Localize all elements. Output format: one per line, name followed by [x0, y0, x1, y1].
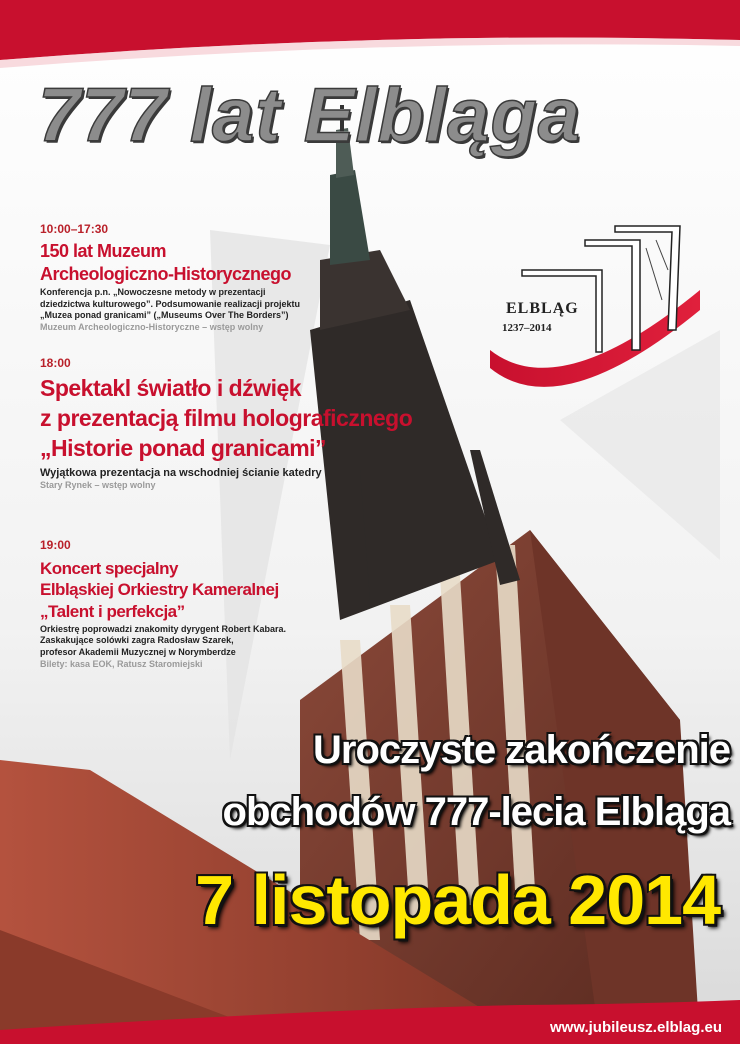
event-3 — [40, 538, 286, 669]
event-3-title — [40, 558, 286, 622]
event-2-title-line: z prezentacją filmu holograficznego — [40, 404, 413, 431]
event-3-time: 19:00 — [40, 538, 71, 552]
logo-years: 1237–2014 — [502, 322, 552, 334]
event-3-title-line: Koncert specjalny — [40, 559, 178, 578]
event-3-description — [40, 624, 286, 659]
event-2-description — [40, 466, 412, 480]
closing-line-2: obchodów 777-lecia Elbląga — [222, 790, 730, 834]
event-1-description-line: dziedzictwa kulturowego”. Podsumowanie realizacji projektu — [40, 298, 301, 309]
event-1-title-line: 150 lat Muzeum — [40, 241, 167, 261]
event-1-location: Muzeum Archeologiczno-Historyczne – wstęp wolny — [40, 322, 264, 333]
event-2-location: Stary Rynek – wstęp wolny — [40, 479, 156, 490]
event-2-title-line: „Historie ponad granicami” — [40, 434, 327, 461]
event-3-title-line: „Talent i perfekcja” — [40, 601, 185, 621]
logo-city: ELBLĄG — [506, 300, 579, 317]
event-1-description — [40, 287, 300, 322]
event-1-time: 10:00–17:30 — [40, 222, 109, 236]
event-3-location: Bilety: kasa EOK, Ratusz Staromiejski — [40, 658, 203, 669]
event-1-title — [40, 240, 300, 285]
closing-line-1: Uroczyste zakończenie — [313, 728, 730, 772]
poster-title: 777 lat Elbląga — [38, 73, 582, 158]
event-1 — [40, 222, 300, 332]
event-1-description-line: „Muzea ponad granicami” („Museums Over The Borders”) — [40, 310, 289, 321]
event-2-title — [40, 374, 412, 464]
event-2-title-line: Spektakl światło i dźwięk — [40, 375, 302, 401]
event-1-description-line: Konferencja p.n. „Nowoczesne metody w prezentacji — [40, 287, 266, 297]
website-link[interactable]: www.jubileusz.elblag.eu — [550, 1019, 722, 1036]
event-date: 7 listopada 2014 — [195, 861, 720, 939]
event-1-title-line: Archeologiczno-Historycznego — [40, 263, 292, 284]
event-2 — [40, 356, 412, 490]
event-3-description-line: Zaskakujące solówki zagra Radosław Szarek, — [40, 635, 234, 646]
event-2-description-line: Wyjątkowa prezentacja na wschodniej ścianie katedry — [40, 466, 322, 479]
event-2-time: 18:00 — [40, 356, 71, 370]
event-3-description-line: Orkiestrę poprowadzi znakomity dyrygent Robert Kabara. — [40, 623, 287, 634]
event-3-description-line: profesor Akademii Muzycznej w Norymberdze — [40, 647, 236, 658]
event-3-title-line: Elbląskiej Orkiestry Kameralnej — [40, 580, 279, 600]
